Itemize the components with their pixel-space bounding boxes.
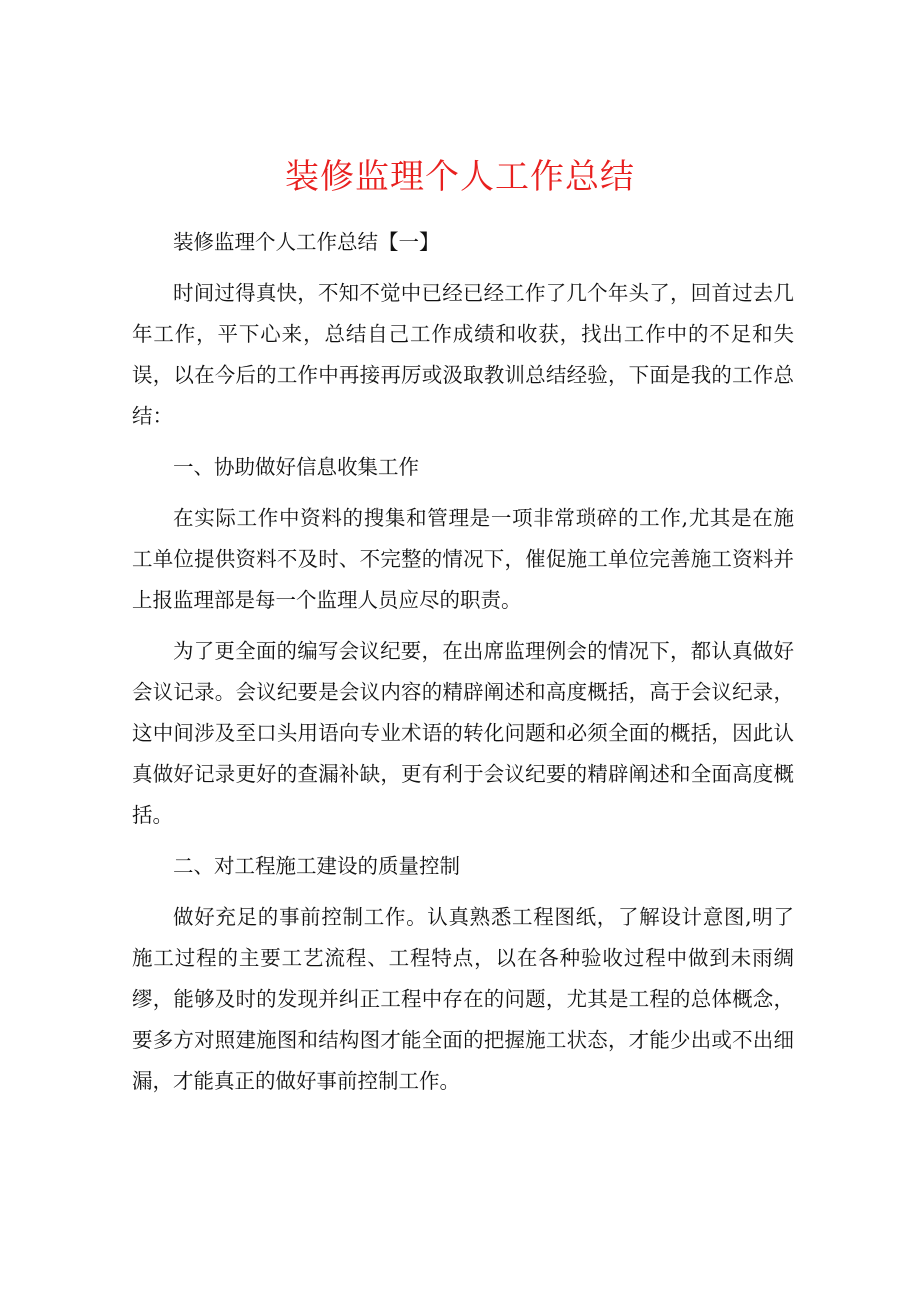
section-heading-quality-control: 二、对工程施工建设的质量控制 bbox=[173, 854, 460, 878]
paragraph-meeting-minutes: 为了更全面的编写会议纪要，在出席监理例会的情况下，都认真做好会议记录。会议纪要是会议内容的精辟阐述和高度概括，高于会议纪录，这中间涉及至口头用语向专业术语的转化问题和必须全面的概括，因此认真做好记录更好的查漏补缺，更有利于会议纪要的精辟阐述和全面高度概括。 bbox=[132, 639, 794, 827]
document-title: 装修监理个人工作总结 bbox=[285, 156, 635, 197]
paragraph-intro: 时间过得真快，不知不觉中已经已经工作了几个年头了，回首过去几年工作，平下心来，总结自己工作成绩和收获，找出工作中的不足和失误，以在今后的工作中再接再厉或汲取教训总结经验，下面是我的工作总结： bbox=[132, 281, 794, 428]
section-heading-part-one: 装修监理个人工作总结【一】 bbox=[173, 230, 440, 254]
paragraph-data-management: 在实际工作中资料的搜集和管理是一项非常琐碎的工作,尤其是在施工单位提供资料不及时、不完整的情况下，催促施工单位完善施工资料并上报监理部是每一个监理人员应尽的职责。 bbox=[132, 506, 794, 612]
section-heading-info-collection: 一、协助做好信息收集工作 bbox=[173, 455, 419, 479]
paragraph-pre-control: 做好充足的事前控制工作。认真熟悉工程图纸，了解设计意图,明了施工过程的主要工艺流程、工程特点，以在各种验收过程中做到未雨绸缪，能够及时的发现并纠正工程中存在的问题，尤其是工程的总体概念，要多方对照建施图和结构图才能全面的把握施工状态，才能少出或不出细漏，才能真正的做好事前控制工作。 bbox=[132, 905, 794, 1093]
document-body bbox=[132, 222, 794, 1112]
